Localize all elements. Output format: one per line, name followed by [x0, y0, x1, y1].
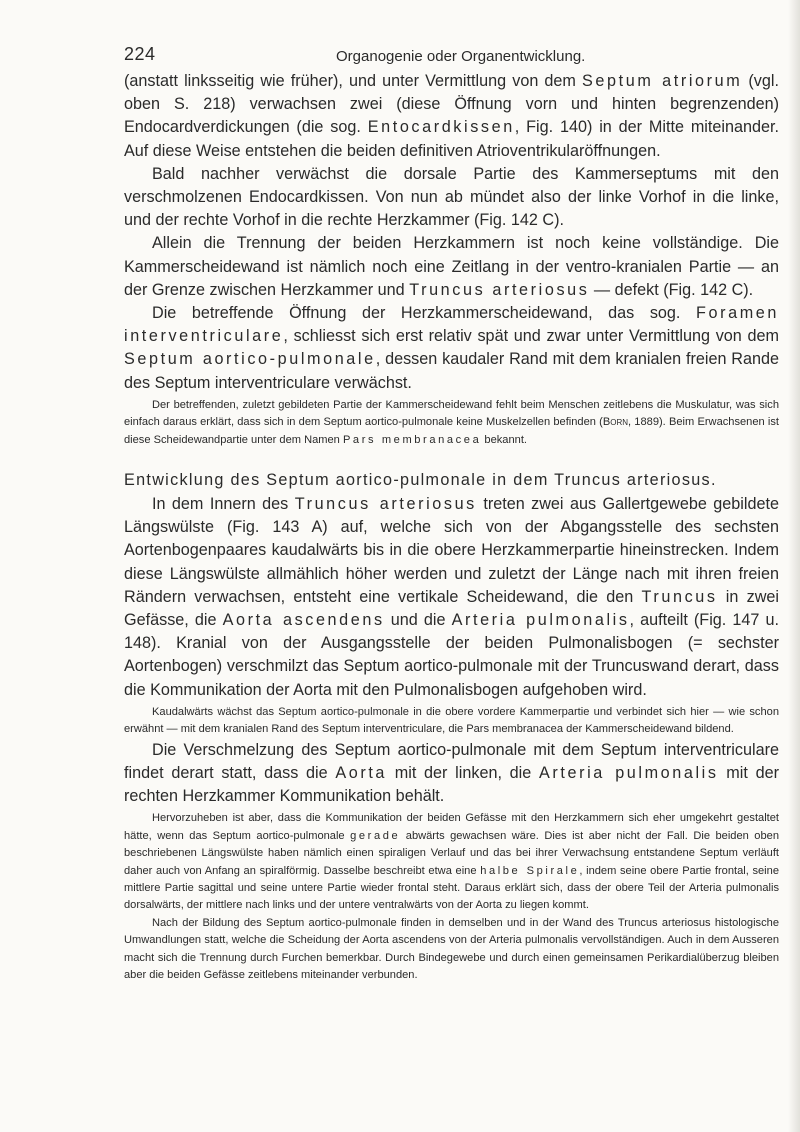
page-gutter-shadow	[788, 0, 800, 1132]
text-run: , 1889). Beim Erwachsenen ist diese Scheidewandpartie unter dem Namen	[124, 416, 779, 446]
footnote-1	[124, 397, 779, 449]
text-run: In dem Innern des	[152, 495, 295, 514]
spaced-term: Truncus arteriosus	[409, 280, 590, 299]
paragraph-4	[124, 302, 779, 395]
text-run: abwärts gewachsen wäre. Dies ist aber nicht der Fall. Die beiden oben beschriebenen Längswülste haben nämlich einen spiraligen Verlauf und das bei ihrer Verwachsung entstandene Septum verläuft daher auch von Anfang an spiralförmig. Dasselbe beschreibt etwa eine	[124, 829, 779, 877]
spaced-term: Arteria pulmonalis	[539, 763, 719, 782]
spaced-term: Truncus	[641, 587, 718, 606]
spaced-term: Pars membranacea	[342, 433, 482, 446]
spaced-term: gerade	[350, 829, 401, 842]
text-run: Die betreffende Öffnung der Herzkammerscheidewand, das sog.	[152, 304, 697, 323]
text-run: bekannt.	[481, 433, 527, 446]
spaced-term: Aorta ascendens	[222, 611, 385, 630]
text-run: Hervorzuheben ist aber, dass die Kommunikation der beiden Gefässe mit den Herzkammern sich eher umgekehrt gestaltet hätte, wenn das Septum aortico-pulmonale	[124, 812, 779, 842]
paragraph-5	[124, 493, 779, 702]
page-number: 224	[124, 44, 156, 64]
text-run: Der betreffenden, zuletzt gebildeten Partie der Kammerscheidewand fehlt beim Menschen zeitlebens die Muskulatur, was sich einfach daraus erklärt, dass sich in dem Septum aortico-pulmonale keine Muskelzellen befinden (	[124, 398, 779, 429]
text-run: , indem seine obere Partie frontal, seine mittlere Partie sagittal und seine untere Partie wieder frontal steht. Daraus erklärt sich, dass der obere Teil der Arteria pulmonalis dorsalwärts, der mittlere nach links und der untere ventralwärts von der Aorta zu liegen kommt.	[124, 864, 779, 912]
text-run: in zwei Gefässe, die	[124, 587, 779, 630]
spaced-term: Truncus arteriosus	[294, 495, 477, 514]
text-run: mit der linken, die	[387, 763, 539, 782]
spaced-term: Arteria pulmonalis	[451, 611, 630, 630]
page-header	[124, 40, 779, 70]
running-head: Organogenie oder Organentwicklung.	[336, 48, 586, 65]
paragraph-6	[124, 739, 779, 809]
text-run: treten zwei aus Gallertgewebe gebildete Längswülste (Fig. 143 A) auf, welche sich von der Abgangsstelle des sechsten Aortenbogenpaares kaudalwärts bis in die obere Herzkammerpartie hineinstrecken. Indem diese Längswülste allmählich höher werden und zuletzt der Länge nach mit ihren freien Rändern verwachsen, entsteht eine vertikale Scheidewand, die den	[124, 495, 779, 606]
footnote-4: Nach der Bildung des Septum aortico-pulmonale finden in demselben und in der Wand des Truncus arteriosus histologische Umwandlungen statt, welche die Scheidung der Aorta ascendens von der Arteria pulmonalis vervollständigen. Auch in dem Ausseren macht sich die Trennung durch Furchen bemerkbar. Durch Bindegewebe und durch einen gemeinsamen Perikardialüberzug bleiben aber die beiden Gefässe zeitlebens miteinander verbunden.	[124, 916, 779, 981]
spaced-term: Foramen interventriculare	[124, 304, 779, 346]
section-heading: Entwicklung des Septum aortico-pulmonale in dem Truncus arteriosus.	[124, 471, 717, 490]
text-run: — defekt (Fig. 142 C).	[589, 280, 754, 299]
text-run: und die	[384, 611, 452, 630]
paragraph-3	[124, 232, 779, 302]
paragraph-2: Bald nachher verwächst die dorsale Partie des Kammerseptums mit den verschmolzenen Endocardkissen. Von nun ab mündet also der linke Vorhof in die linke, und der rechte Vorhof in die rechte Herzkammer (Fig. 142 C).	[124, 164, 779, 230]
spaced-term: Septum aortico-pulmonale	[124, 350, 376, 369]
text-run: , dessen kaudaler Rand mit dem kranialen freien Rande des Septum interventriculare verwächst.	[124, 350, 779, 392]
book-page	[124, 40, 779, 984]
text-run: mit der rechten Herzkammer Kommunikation behält.	[124, 763, 779, 806]
spaced-term: halbe Spirale	[480, 864, 580, 877]
footnote-3	[124, 810, 779, 914]
text-run: (vgl. oben S. 218) verwachsen zwei (diese Öffnung vorn und hinten begrenzenden) Endocardverdickungen (die sog.	[124, 72, 779, 137]
text-run: , schliesst sich erst relativ spät und zwar unter Vermittlung von dem	[283, 327, 779, 346]
paragraph-1	[124, 70, 779, 163]
spaced-term: Septum atriorum	[582, 72, 743, 90]
text-run: (anstatt linksseitig wie früher), und unter Vermittlung von dem	[124, 72, 583, 90]
text-run: Die Verschmelzung des Septum aortico-pulmonale mit dem Septum interventriculare findet derart statt, dass die	[124, 740, 779, 782]
spaced-term: Aorta	[335, 763, 388, 782]
text-run: , aufteilt (Fig. 147 u. 148). Kranial von der Ausgangsstelle der beiden Pulmonalisbogen (= sechster Aortenbogen) verschmilzt das Septum aortico-pulmonale mit der Truncuswand derart, dass die Kommunikation der Aorta mit den Pulmonalisbogen aufgehoben wird.	[124, 611, 779, 699]
author-name: Born	[602, 416, 629, 429]
spaced-term: Entocardkissen	[367, 118, 515, 137]
text-run: , Fig. 140) in der Mitte miteinander. Auf diese Weise entstehen die beiden definitiven Atrioventrikularöffnungen.	[124, 118, 780, 160]
text-run: Allein die Trennung der beiden Herzkammern ist noch keine vollständige. Die Kammerscheidewand ist nämlich noch eine Zeitlang in der ventro-kranialen Partie — an der Grenze zwischen Herzkammer und	[124, 234, 779, 299]
footnote-2: Kaudalwärts wächst das Septum aortico-pulmonale in die obere vordere Kammerpartie und verbindet sich hier — wie schon erwähnt — mit dem kranialen Rand des Septum interventriculare, die Pars membranacea der Kammerscheidewand bildend.	[124, 705, 779, 736]
